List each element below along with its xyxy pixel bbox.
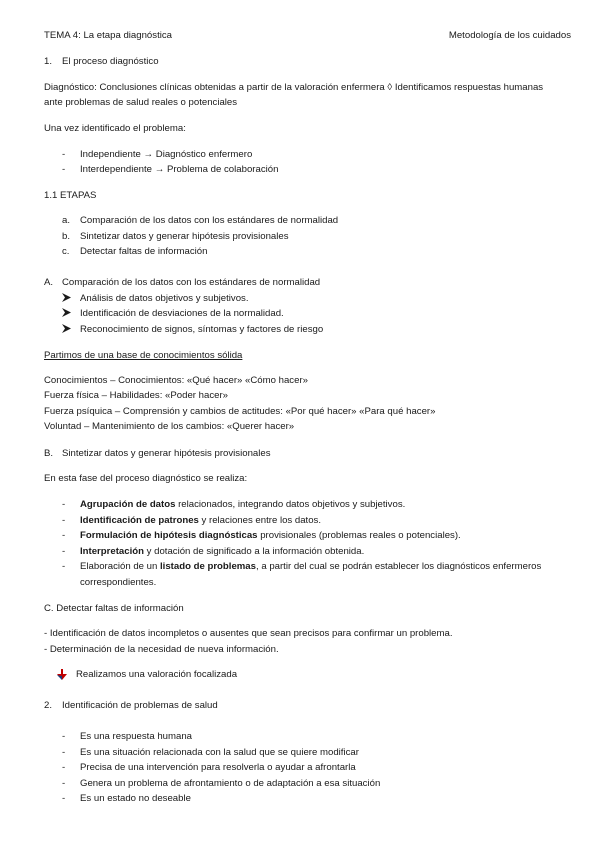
- list-item: Es una respuesta humana: [80, 731, 193, 742]
- definition-line-2: ante problemas de salud reales o potenciales: [44, 97, 238, 108]
- list-item: Formulación de hipótesis diagnósticas provisionales (problemas reales o potenciales).: [80, 530, 461, 541]
- arrowhead-bullet-icon: [62, 293, 71, 306]
- down-arrow-bullet-icon: [57, 669, 67, 684]
- list-item: Sintetizar datos y generar hipótesis provisionales: [80, 231, 289, 242]
- section-c-title: C. Detectar faltas de información: [44, 603, 184, 614]
- list-item: Precisa de una intervención para resolverla o ayudar a afrontarla: [80, 762, 356, 773]
- list-marker: b.: [62, 231, 71, 242]
- bold-term: Identificación de patrones: [80, 515, 199, 526]
- definition-line-1: Diagnóstico: Conclusiones clínicas obtenidas a partir de la valoración enfermera ◊ Identificamos respuestas humanas: [44, 82, 544, 93]
- list-item: Comparación de los datos con los estándares de normalidad: [80, 215, 339, 226]
- section-1-title: El proceso diagnóstico: [62, 56, 159, 67]
- list-item: Identificación de desviaciones de la normalidad.: [80, 308, 284, 319]
- item-term: Independiente: [80, 149, 141, 160]
- bold-term: Interpretación: [80, 546, 144, 557]
- list-marker: c.: [62, 246, 70, 257]
- list-marker: -: [62, 515, 66, 526]
- list-item-continuation: correspondientes.: [80, 577, 157, 588]
- item-term: Interdependiente: [80, 164, 153, 175]
- section-a-marker: A.: [44, 277, 54, 288]
- list-item: Agrupación de datos relacionados, integrando datos objetivos y subjetivos.: [80, 499, 406, 510]
- list-marker: -: [62, 778, 66, 789]
- bold-term: listado de problemas: [160, 561, 256, 572]
- list-marker: -: [62, 561, 66, 572]
- arrow-right-icon: →: [143, 149, 154, 160]
- knowledge-line: Fuerza física – Habilidades: «Poder hacer»: [44, 390, 228, 401]
- list-marker: -: [62, 731, 66, 742]
- list-item: Interpretación y dotación de significado a la información obtenida.: [80, 546, 365, 557]
- item-result: Diagnóstico enfermero: [155, 149, 253, 160]
- list-item: Reconocimiento de signos, síntomas y factores de riesgo: [80, 324, 324, 335]
- list-marker: -: [62, 793, 66, 804]
- list-item: [80, 164, 278, 176]
- knowledge-line: Voluntad – Mantenimiento de los cambios: «Querer hacer»: [44, 421, 295, 432]
- knowledge-line: Conocimientos – Conocimientos: «Qué hacer» «Cómo hacer»: [44, 375, 308, 386]
- list-marker: -: [62, 762, 66, 773]
- header-title: TEMA 4: La etapa diagnóstica: [44, 30, 172, 41]
- list-item: Genera un problema de afrontamiento o de adaptación a esa situación: [80, 778, 381, 789]
- list-item: Es una situación relacionada con la salud que se quiere modificar: [80, 747, 359, 758]
- info-line: - Determinación de la necesidad de nueva información.: [44, 644, 279, 655]
- list-item: Detectar faltas de información: [80, 246, 208, 257]
- list-item: [80, 149, 252, 161]
- etapas-heading: 1.1 ETAPAS: [44, 190, 97, 201]
- list-item: Elaboración de un listado de problemas, a partir del cual se podrán establecer los diagnósticos enfermeros: [80, 561, 542, 572]
- list-marker: -: [62, 747, 66, 758]
- arrow-right-icon: →: [154, 164, 165, 175]
- arrowhead-bullet-icon: [62, 324, 71, 337]
- section-1-number: 1.: [44, 56, 53, 67]
- list-marker: -: [62, 530, 66, 541]
- list-item: Es un estado no deseable: [80, 793, 191, 804]
- knowledge-base-heading: Partimos de una base de conocimientos sólida: [44, 350, 243, 361]
- list-item: Identificación de patrones y relaciones entre los datos.: [80, 515, 322, 526]
- problem-intro: Una vez identificado el problema:: [44, 123, 186, 134]
- list-marker: -: [62, 164, 66, 175]
- section-a-title: Comparación de los datos con los estándares de normalidad: [62, 277, 321, 288]
- section-b-marker: B.: [44, 448, 54, 459]
- list-marker: -: [62, 546, 66, 557]
- section-2-number: 2.: [44, 700, 53, 711]
- focus-note: Realizamos una valoración focalizada: [76, 669, 238, 680]
- list-item: Análisis de datos objetivos y subjetivos.: [80, 293, 249, 304]
- list-marker: a.: [62, 215, 71, 226]
- item-result: Problema de colaboración: [166, 164, 279, 175]
- list-marker: -: [62, 499, 66, 510]
- list-marker: -: [62, 149, 66, 160]
- bold-term: Formulación de hipótesis diagnósticas: [80, 530, 258, 541]
- section-b-title: Sintetizar datos y generar hipótesis provisionales: [62, 448, 271, 459]
- section-b-intro: En esta fase del proceso diagnóstico se realiza:: [44, 473, 248, 484]
- knowledge-line: Fuerza psíquica – Comprensión y cambios de actitudes: «Por qué hacer» «Para qué hacer»: [44, 406, 436, 417]
- arrowhead-bullet-icon: [62, 308, 71, 321]
- info-line: - Identificación de datos incompletos o ausentes que sean precisos para confirmar un problema.: [44, 628, 453, 639]
- section-2-title: Identificación de problemas de salud: [62, 700, 218, 711]
- header-subject: Metodología de los cuidados: [448, 30, 571, 41]
- bold-term: Agrupación de datos: [80, 499, 176, 510]
